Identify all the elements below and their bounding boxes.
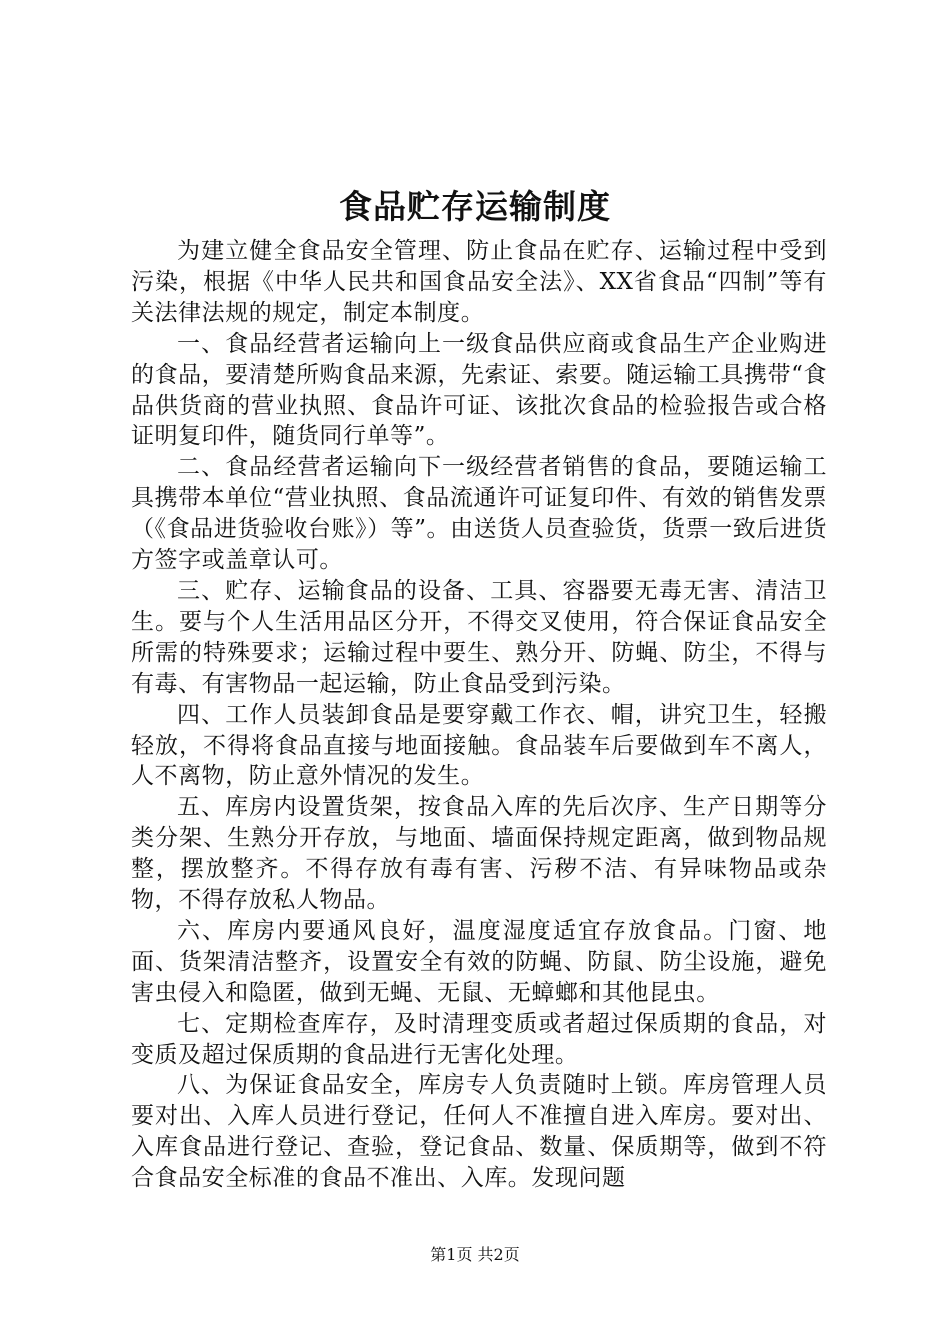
intro-paragraph: 为建立健全食品安全管理、防止食品在贮存、运输过程中受到污染，根据《中华人民共和国食品安全法》、XX省食品“四制”等有关法律法规的规定，制定本制度。 bbox=[131, 238, 827, 326]
clause-4-paragraph: 四、工作人员装卸食品是要穿戴工作衣、帽，讲究卫生，轻搬轻放，不得将食品直接与地面接触。食品装车后要做到车不离人，人不离物，防止意外情况的发生。 bbox=[131, 701, 827, 790]
clause-1-paragraph: 一、食品经营者运输向上一级食品供应商或食品生产企业购进的食品，要清楚所购食品来源，先索证、索要。随运输工具携带“食品供货商的营业执照、食品许可证、该批次食品的检验报告或合格证明复印件，随货同行单等”。 bbox=[131, 330, 827, 450]
document-body bbox=[131, 236, 827, 1194]
clause-8-paragraph: 八、为保证食品安全，库房专人负责随时上锁。库房管理人员要对出、入库人员进行登记，任何人不准擅自进入库房。要对出、入库食品进行登记、查验，登记食品、数量、保质期等，做到不符合食品安全标准的食品不准出、入库。发现问题 bbox=[131, 1072, 827, 1192]
clause-2-paragraph: 二、食品经营者运输向下一级经营者销售的食品，要随运输工具携带本单位“营业执照、食品流通许可证复印件、有效的销售发票（《食品进货验收台账》）等”。由送货人员查验货，货票一致后进货方签字或盖章认可。 bbox=[131, 454, 827, 574]
clause-6-paragraph: 六、库房内要通风良好，温度湿度适宜存放食品。门窗、地面、货架清洁整齐，设置安全有效的防蝇、防鼠、防尘设施，避免害虫侵入和隐匿，做到无蝇、无鼠、无蟑螂和其他昆虫。 bbox=[131, 917, 827, 1006]
clause-5-paragraph: 五、库房内设置货架，按食品入库的先后次序、生产日期等分类分架、生熟分开存放，与地面、墙面保持规定距离，做到物品规整，摆放整齐。不得存放有毒有害、污秽不洁、有异味物品或杂物，不得存放私人物品。 bbox=[131, 794, 827, 914]
clause-3-paragraph: 三、贮存、运输食品的设备、工具、容器要无毒无害、清洁卫生。要与个人生活用品区分开，不得交叉使用，符合保证食品安全所需的特殊要求；运输过程中要生、熟分开、防蝇、防尘，不得与有毒、有害物品一起运输，防止食品受到污染。 bbox=[131, 577, 827, 697]
page-number-footer: 第1页 共2页 bbox=[430, 1245, 520, 1264]
document-title: 食品贮存运输制度 bbox=[339, 187, 611, 226]
clause-7-paragraph: 七、定期检查库存，及时清理变质或者超过保质期的食品，对变质及超过保质期的食品进行无害化处理。 bbox=[131, 1010, 827, 1068]
